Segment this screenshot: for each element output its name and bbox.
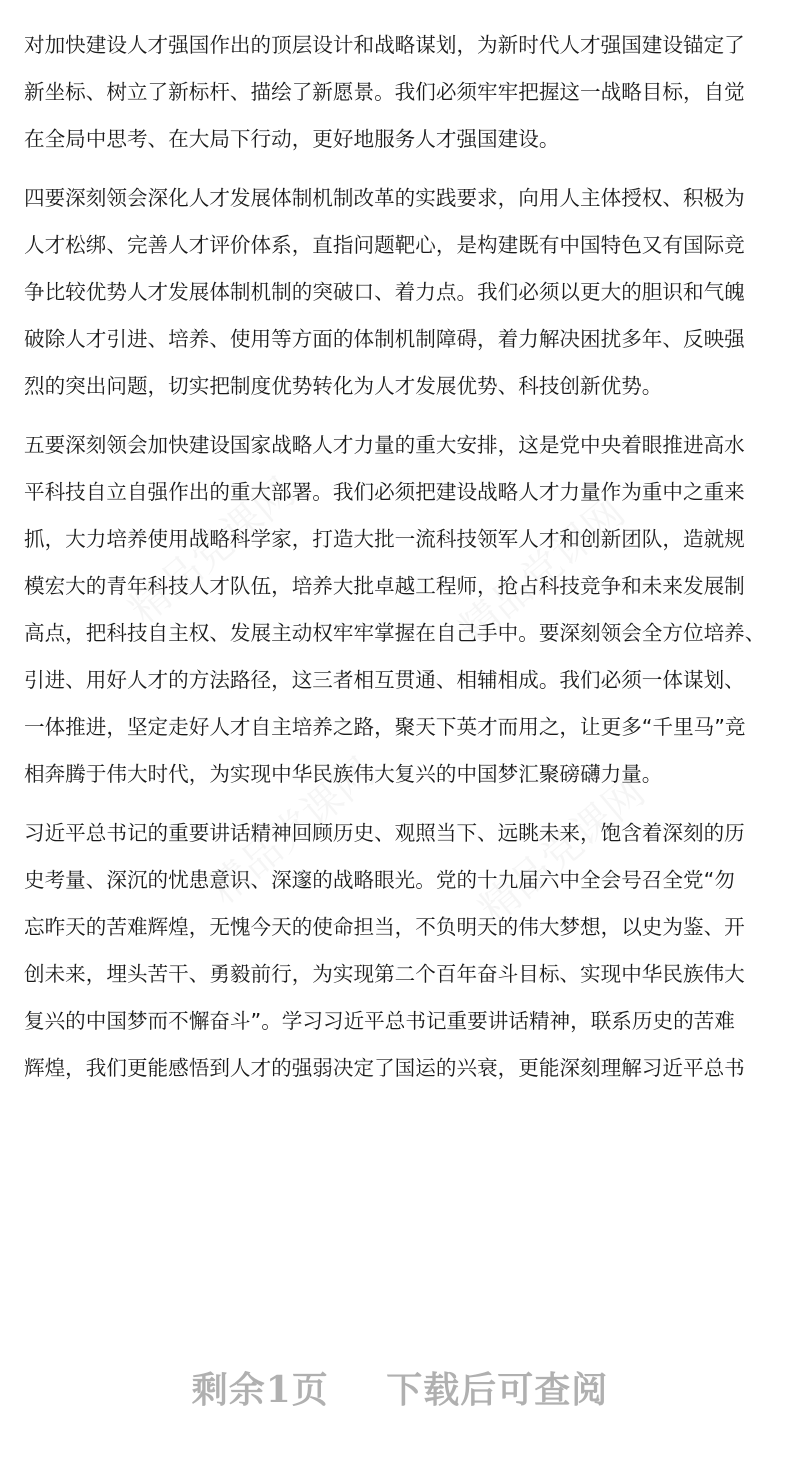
text-line: 一体推进，坚定走好人才自主培养之路，聚天下英才而用之，让更多“千里马”竞 <box>24 715 746 739</box>
text-line: 复兴的中国梦而不懈奋斗”。学习习近平总书记重要讲话精神，联系历史的苦难 <box>24 1009 735 1033</box>
text-line: 史考量、深沉的忧患意识、深邃的战略眼光。党的十九届六中全会号召全党“勿 <box>24 868 735 892</box>
text-line: 烈的突出问题，切实把制度优势转化为人才发展优势、科技创新优势。 <box>24 374 663 398</box>
text-line: 在全局中思考、在大局下行动，更好地服务人才强国建设。 <box>24 127 560 151</box>
text-line: 创未来，埋头苦干、勇毅前行，为实现第二个百年奋斗目标、实现中华民族伟大 <box>24 962 745 986</box>
text-line: 抓，大力培养使用战略科学家，打造大批一流科技领军人才和创新团队，造就规 <box>24 527 745 551</box>
download-to-view-label: 下载后可查阅 <box>386 1369 609 1411</box>
text-line: 模宏大的青年科技人才队伍，培养大批卓越工程师，抢占科技竞争和未来发展制 <box>24 574 745 598</box>
watermark: 精品党课网 <box>120 469 304 634</box>
text-line: 忘昨天的苦难辉煌，无愧今天的使命担当，不负明天的伟大梦想，以史为鉴、开 <box>24 915 745 939</box>
text-line: 引进、用好人才的方法路径，这三者相互贯通、相辅相成。我们必须一体谋划、 <box>24 668 745 692</box>
remaining-pages-label: 剩余1页 <box>191 1369 329 1411</box>
paragraph <box>24 810 780 1092</box>
paragraph <box>24 422 780 798</box>
paragraph <box>24 22 780 163</box>
watermark: 精品党课网 <box>200 749 384 914</box>
text-line: 对加快建设人才强国作出的顶层设计和战略谋划，为新时代人才强国建设锚定了 <box>24 33 745 57</box>
text-line: 五要深刻领会加快建设国家战略人才力量的重大安排，这是党中央着眼推进高水 <box>24 433 745 457</box>
document-body <box>24 22 780 1092</box>
text-line: 四要深刻领会深化人才发展体制机制改革的实践要求，向用人主体授权、积极为 <box>24 186 745 210</box>
watermark: 精品党课网 <box>450 489 634 654</box>
download-prompt[interactable] <box>0 1362 800 1413</box>
watermark: 精品党课网 <box>470 769 654 934</box>
text-line: 高点，把科技自主权、发展主动权牢牢掌握在自己手中。要深刻领会全方位培养、 <box>24 621 766 645</box>
text-line: 相奔腾于伟大时代，为实现中华民族伟大复兴的中国梦汇聚磅礴力量。 <box>24 762 663 786</box>
text-line: 人才松绑、完善人才评价体系，直指问题靶心，是构建既有中国特色又有国际竞 <box>24 233 745 257</box>
text-line: 平科技自立自强作出的重大部署。我们必须把建设战略人才力量作为重中之重来 <box>24 480 745 504</box>
text-line: 辉煌，我们更能感悟到人才的强弱决定了国运的兴衰，更能深刻理解习近平总书 <box>24 1056 745 1080</box>
text-line: 习近平总书记的重要讲话精神回顾历史、观照当下、远眺未来，饱含着深刻的历 <box>24 821 745 845</box>
paragraph <box>24 175 780 410</box>
text-line: 新坐标、树立了新标杆、描绘了新愿景。我们必须牢牢把握这一战略目标，自觉 <box>24 80 745 104</box>
text-line: 破除人才引进、培养、使用等方面的体制机制障碍，着力解决困扰多年、反映强 <box>24 327 745 351</box>
text-line: 争比较优势人才发展体制机制的突破口、着力点。我们必须以更大的胆识和气魄 <box>24 280 745 304</box>
